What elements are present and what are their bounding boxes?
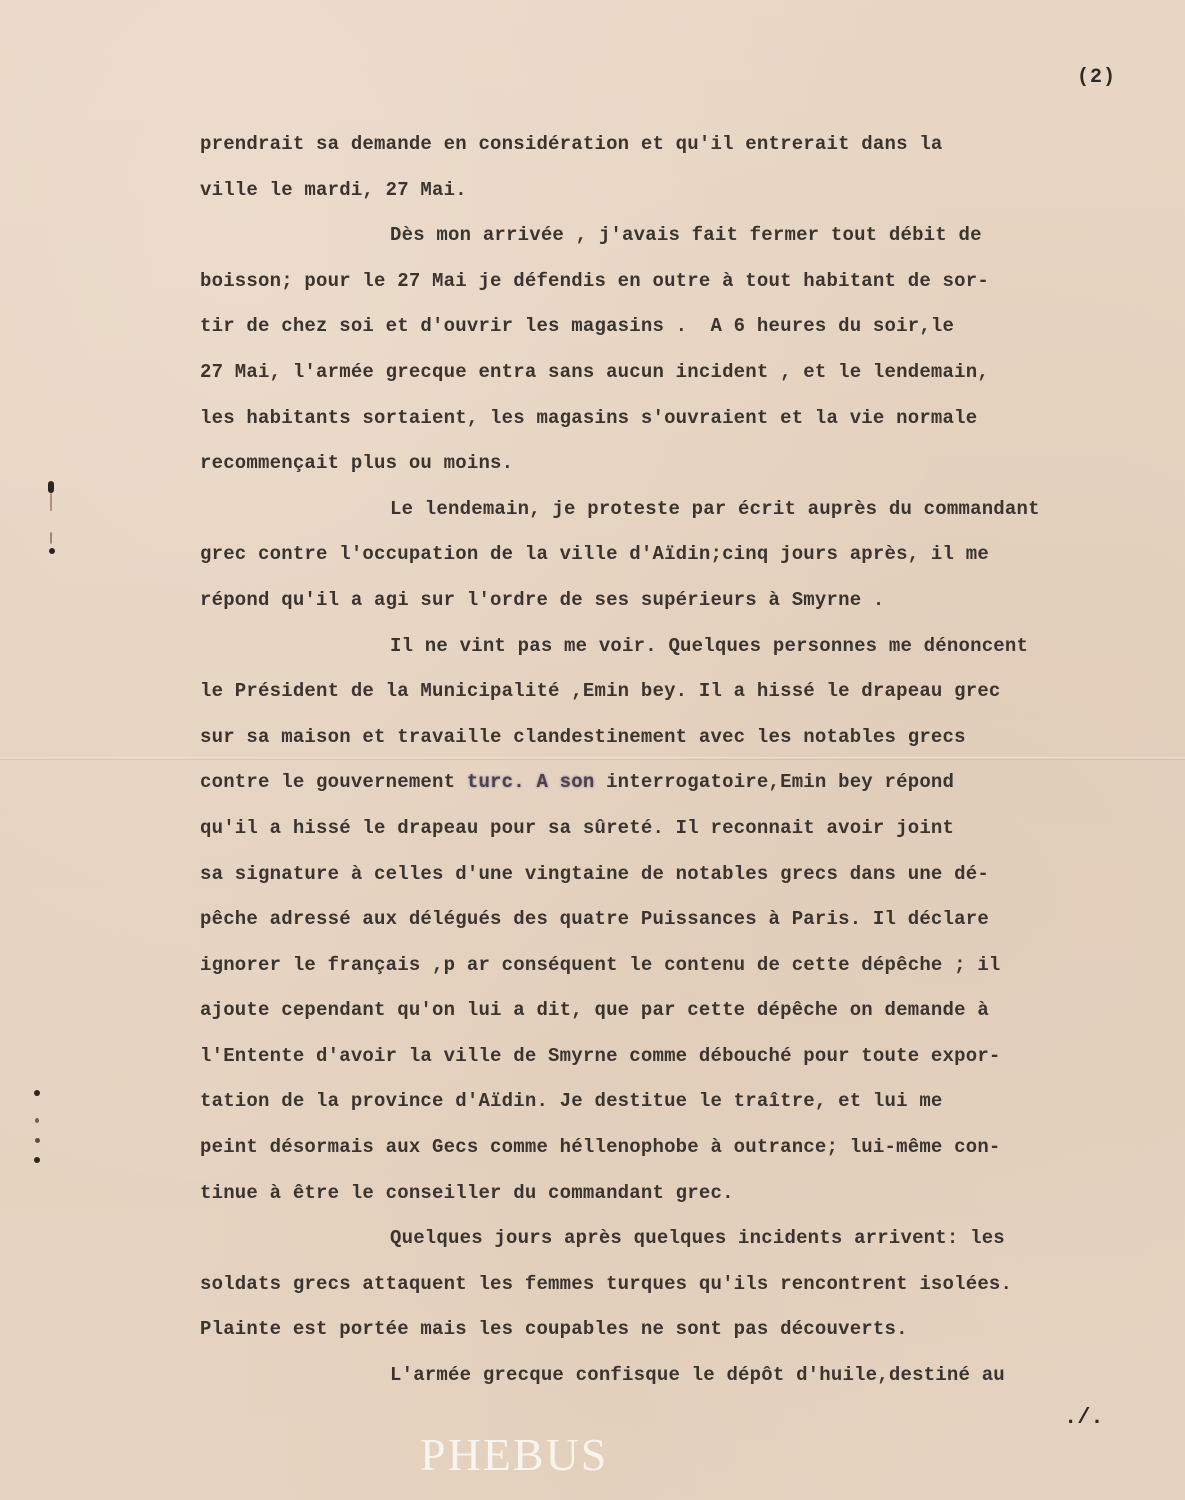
typewritten-text-body (200, 122, 1175, 1399)
margin-ink-dot (34, 1090, 40, 1096)
text-line: Il ne vint pas me voir. Quelques personnes me dénoncent (390, 634, 1029, 657)
text-line: qu'il a hissé le drapeau pour sa sûreté. Il reconnait avoir joint (200, 816, 955, 839)
text-line: Plainte est portée mais les coupables ne sont pas découverts. (200, 1318, 908, 1341)
text-line: recommençait plus ou moins. (200, 452, 514, 475)
text-line: ignorer le français ,p ar conséquent le contenu de cette dépêche ; il (200, 953, 1001, 976)
text-line: tinue à être le conseiller du commandant grec. (200, 1181, 734, 1204)
text-fragment: contre le gouvernement (200, 771, 467, 794)
text-line: les habitants sortaient, les magasins s'ouvraient et la vie normale (200, 406, 978, 429)
text-line: tir de chez soi et d'ouvrir les magasins . A 6 heures du soir,le (200, 315, 955, 338)
ink-smudge: turc. A son (466, 771, 595, 794)
text-line: prendrait sa demande en considération et qu'il entrerait dans la (200, 133, 943, 155)
text-line: répond qu'il a agi sur l'ordre de ses supérieurs à Smyrne . (200, 588, 885, 611)
text-line: Quelques jours après quelques incidents arrivent: les (390, 1227, 1005, 1250)
smudged-text-line (200, 760, 1175, 806)
text-line: pêche adressé aux délégués des quatre Puissances à Paris. Il déclare (200, 908, 989, 931)
text-line: le Président de la Municipalité ,Emin bey. Il a hissé le drapeau grec (200, 680, 1001, 703)
text-line: grec contre l'occupation de la ville d'Aïdin;cinq jours après, il me (200, 543, 989, 566)
margin-ink-mark (49, 548, 55, 554)
text-line: peint désormais aux Gecs comme héllenophobe à outrance; lui-même con- (200, 1136, 1001, 1159)
text-line: L'armée grecque confisque le dépôt d'huile,destiné au (390, 1364, 1005, 1387)
text-line: tation de la province d'Aïdin. Je destitue le traître, et lui me (200, 1090, 943, 1113)
text-line: 27 Mai, l'armée grecque entra sans aucun incident , et le lendemain, (200, 360, 989, 383)
text-line: boisson; pour le 27 Mai je défendis en outre à tout habitant de sor- (200, 269, 989, 292)
text-line: l'Entente d'avoir la ville de Smyrne comme débouché pour toute expor- (200, 1044, 1001, 1067)
text-line: sa signature à celles d'une vingtaine de notables grecs dans une dé- (200, 862, 989, 885)
margin-ink-dot (35, 1138, 40, 1143)
text-line: soldats grecs attaquent les femmes turques qu'ils rencontrent isolées. (200, 1272, 1013, 1295)
margin-ink-mark (50, 532, 52, 544)
margin-ink-mark (48, 481, 54, 493)
page-number: (2) (1077, 66, 1117, 89)
text-line: ville le mardi, 27 Mai. (200, 178, 467, 201)
margin-ink-mark (50, 493, 52, 511)
watermark: PHEBUS (420, 1429, 609, 1480)
continuation-mark: ./. (1064, 1405, 1104, 1430)
text-line: Le lendemain, je proteste par écrit auprès du commandant (390, 497, 1040, 520)
text-line: ajoute cependant qu'on lui a dit, que par cette dépêche on demande à (200, 999, 989, 1022)
margin-ink-dot (34, 1157, 40, 1163)
text-line: Dès mon arrivée , j'avais fait fermer tout débit de (390, 224, 982, 247)
margin-ink-dot (35, 1118, 39, 1123)
text-fragment: interrogatoire,Emin bey répond (594, 771, 955, 794)
text-line: sur sa maison et travaille clandestinement avec les notables grecs (200, 725, 966, 748)
